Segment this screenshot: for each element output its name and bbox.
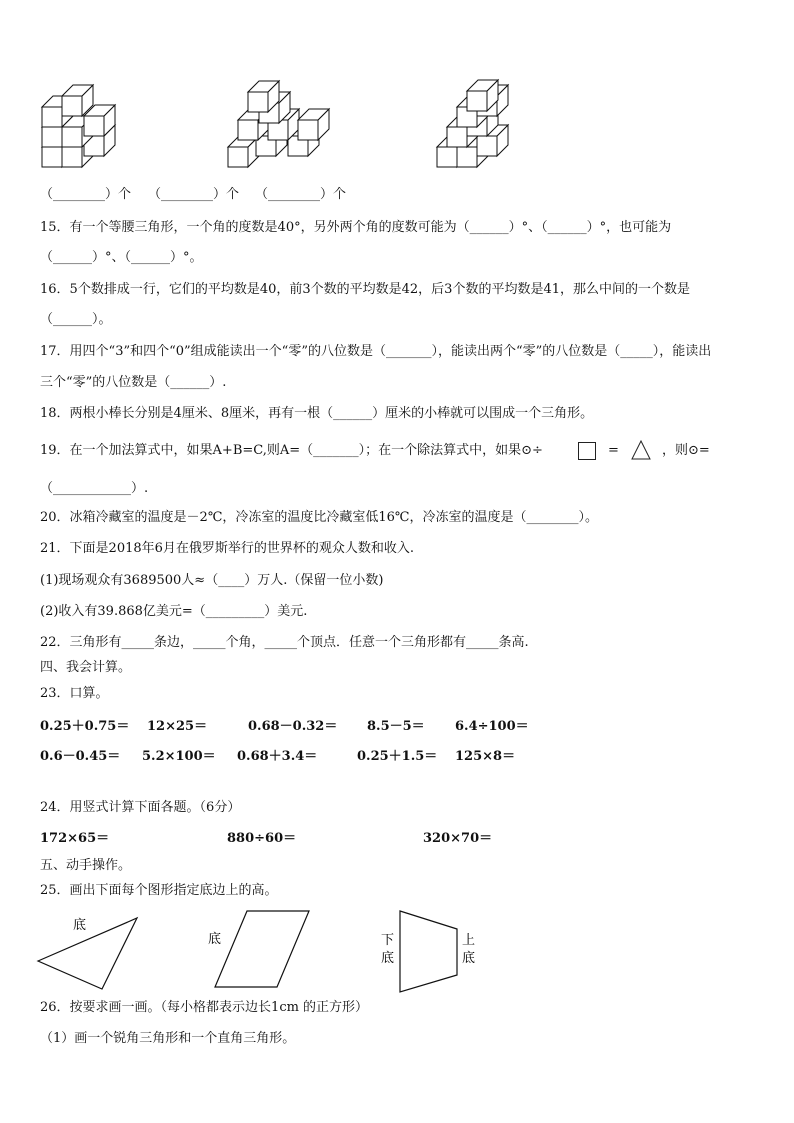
calc-item: 6.4÷100＝ bbox=[455, 719, 529, 734]
q15-line2: （______）°、（______）°。 bbox=[40, 250, 203, 265]
square-symbol bbox=[578, 442, 596, 460]
cube-figures bbox=[0, 0, 794, 185]
q15-line1: 15．有一个等腰三角形，一个角的度数是40°，另外两个角的度数可能为（______）°、（______）°，也可能为 bbox=[40, 220, 672, 235]
section-5-heading: 五、动手操作。 bbox=[40, 858, 132, 873]
vertical-calc-item: 320×70＝ bbox=[423, 831, 493, 846]
trapezoid-lower-base-label: 下 bbox=[381, 933, 395, 948]
cube bbox=[228, 136, 259, 167]
parallelogram-base-label: 底 bbox=[208, 932, 222, 947]
q19-part1: 19．在一个加法算式中，如果A+B=C,则A=（_______）；在一个除法算式中，如果⊙÷ bbox=[40, 443, 543, 458]
q19-equals: = bbox=[608, 443, 619, 458]
calc-item: 0.25＋0.75＝ bbox=[40, 719, 130, 734]
section-4-heading: 四、我会计算。 bbox=[40, 660, 132, 675]
calc-item: 8.5－5＝ bbox=[367, 719, 425, 734]
q16-line1: 16．5个数排成一行，它们的平均数是40，前3个数的平均数是42，后3个数的平均数是41，那么中间的一个数是 bbox=[40, 282, 690, 297]
parallelogram-figure bbox=[215, 911, 309, 987]
vertical-calc-item: 880÷60＝ bbox=[227, 831, 297, 846]
calc-item: 0.6－0.45＝ bbox=[40, 749, 121, 764]
triangle-figure bbox=[38, 918, 137, 989]
q18: 18．两根小棒长分别是4厘米、8厘米，再有一根（______）厘米的小棒就可以围成一个三角形。 bbox=[40, 406, 594, 421]
q17-line2: 三个“零”的八位数是（______）. bbox=[40, 375, 227, 390]
triangle-symbol bbox=[630, 439, 652, 461]
q26-title: 26．按要求画一画。（每小格都表示边长1cm 的正方形） bbox=[40, 1000, 369, 1015]
q16-line2: （______）。 bbox=[40, 312, 112, 327]
cube-stack-1 bbox=[42, 85, 115, 167]
q24-title: 24．用竖式计算下面各题。（6分） bbox=[40, 800, 241, 815]
cube-answer-3: （________）个 bbox=[255, 187, 347, 202]
q21-part1: (1)现场观众有3689500人≈（____）万人.（保留一位小数) bbox=[40, 573, 384, 588]
calc-item: 0.25＋1.5＝ bbox=[357, 749, 438, 764]
triangle-base-label: 底 bbox=[73, 918, 87, 933]
q26-part1: （1）画一个锐角三角形和一个直角三角形。 bbox=[40, 1031, 296, 1046]
calc-item: 12×25＝ bbox=[147, 719, 208, 734]
q25-title: 25．画出下面每个图形指定底边上的高。 bbox=[40, 883, 278, 898]
calc-item: 0.68＋3.4＝ bbox=[237, 749, 318, 764]
q19-line2: （____________）. bbox=[40, 481, 149, 496]
q22: 22．三角形有_____条边，_____个角，_____个顶点．任意一个三角形都有_____条高. bbox=[40, 635, 529, 650]
cube bbox=[298, 109, 329, 140]
trapezoid-figure bbox=[400, 911, 457, 992]
q20: 20．冰箱冷藏室的温度是－2℃，冷冻室的温度比冷藏室低16℃，冷冻室的温度是（________）。 bbox=[40, 510, 598, 525]
calc-item: 125×8＝ bbox=[455, 749, 516, 764]
cube-answer-1: （________）个 bbox=[40, 187, 132, 202]
q17-line1: 17．用四个“3”和四个“0”组成能读出一个“零”的八位数是（_______），能读出两个“零”的八位数是（_____），能读出 bbox=[40, 344, 712, 359]
calc-item: 0.68－0.32＝ bbox=[248, 719, 338, 734]
cube-answer-2: （________）个 bbox=[148, 187, 240, 202]
trapezoid-upper-base-label: 底 bbox=[462, 951, 476, 966]
cube-stack-2 bbox=[228, 81, 329, 167]
cube-stack-3 bbox=[437, 80, 508, 167]
q23-title: 23．口算。 bbox=[40, 686, 109, 701]
q25-figures bbox=[0, 905, 794, 1005]
trapezoid-upper-base-label: 上 bbox=[462, 933, 476, 948]
vertical-calc-item: 172×65＝ bbox=[40, 831, 110, 846]
q19-part3: ，则⊙= bbox=[662, 443, 710, 458]
q21-part2: (2)收入有39.868亿美元=（_________）美元. bbox=[40, 604, 308, 619]
trapezoid-lower-base-label: 底 bbox=[381, 951, 395, 966]
q21-title: 21．下面是2018年6月在俄罗斯举行的世界杯的观众人数和收入. bbox=[40, 541, 415, 556]
calc-item: 5.2×100＝ bbox=[142, 749, 216, 764]
